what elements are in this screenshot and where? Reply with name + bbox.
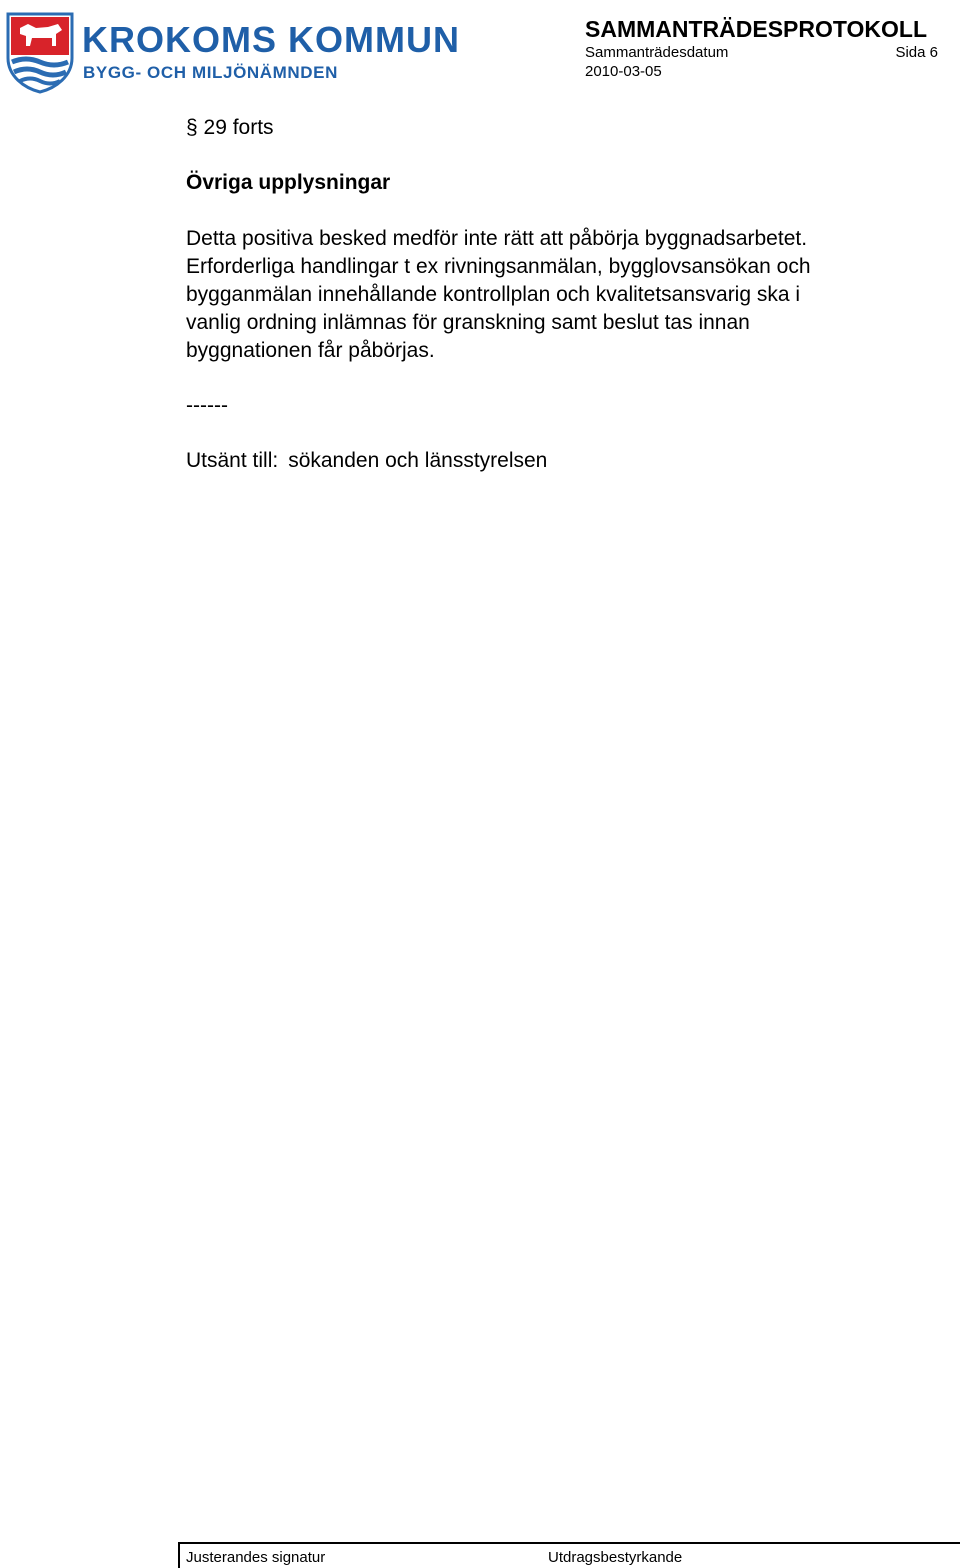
separator-text: ------	[186, 394, 228, 417]
section-text: 29 forts	[203, 116, 274, 139]
committee-name: BYGG- OCH MILJÖNÄMNDEN	[83, 63, 338, 82]
certification-label: Utdragsbestyrkande	[548, 1549, 683, 1566]
meeting-date: 2010-03-05	[585, 63, 662, 80]
signature-label: Justerandes signatur	[186, 1549, 326, 1566]
paragraph-line: Detta positiva besked medför inte rätt att påbörja byggnadsarbetet.	[186, 227, 808, 250]
coat-of-arms-icon	[6, 12, 74, 94]
page-number: Sida 6	[895, 44, 938, 61]
section-sign: §	[186, 116, 204, 139]
paragraph-line: byggnationen får påbörjas.	[186, 339, 435, 362]
paragraph-line: vanlig ordning inlämnas för granskning samt beslut tas innan	[186, 311, 750, 334]
distribution-recipients: sökanden och länsstyrelsen	[288, 449, 548, 472]
distribution-line	[186, 447, 547, 475]
paragraph-line: Erforderliga handlingar t ex rivningsanmälan, bygglovsansökan och	[186, 255, 811, 278]
section-heading: Övriga upplysningar	[186, 171, 391, 194]
meeting-date-label: Sammanträdesdatum	[585, 44, 729, 61]
municipality-logo	[6, 12, 460, 96]
document-type: SAMMANTRÄDESPROTOKOLL	[585, 16, 928, 42]
distribution-label: Utsänt till:	[186, 449, 279, 472]
paragraph-line: bygganmälan innehållande kontrollplan och kvalitetsansvarig ska i	[186, 283, 801, 306]
municipality-name: KROKOMS KOMMUN	[82, 19, 460, 60]
section-reference	[186, 114, 274, 142]
